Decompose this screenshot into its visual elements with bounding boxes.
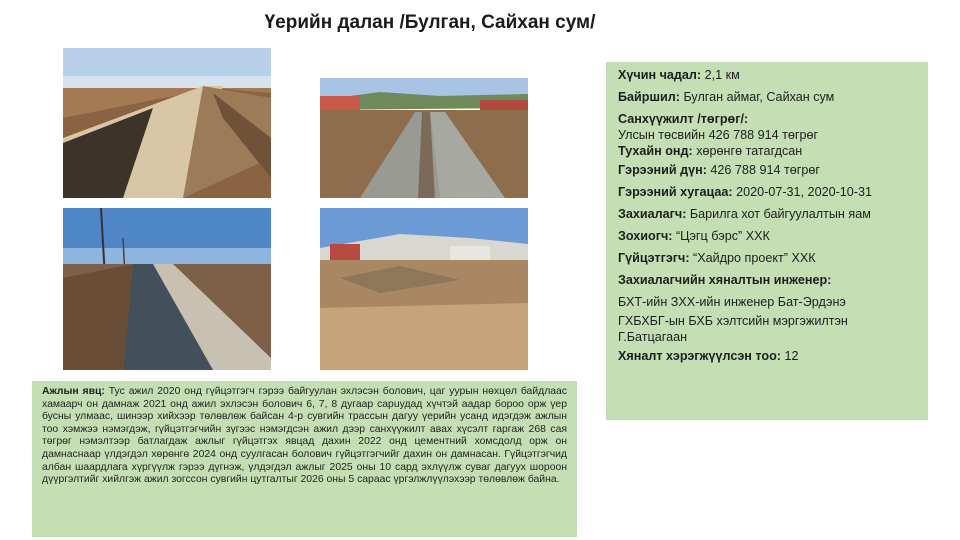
supervisor-2: ГХБХБГ-ын БХБ хэлтсийн мэргэжилтэн Г.Батцагаан [618,314,848,344]
contract-amount-value: 426 788 914 төгрөг [710,163,820,177]
location-label: Байршил: [618,90,680,104]
supervisor-1: БХТ-ийн ЗХХ-ийн инженер Бат-Эрдэнэ [618,295,846,309]
contract-amount-row [618,162,916,178]
designer-row [618,228,916,244]
contract-amount-label: Гэрээний дүн: [618,163,707,177]
client-label: Захиалагч: [618,207,687,221]
inspections-value: 12 [784,349,799,363]
capacity-label: Хүчин чадал: [618,68,702,82]
designer-label: Зохиогч: [618,229,673,243]
capacity-row [618,67,916,83]
location-row [618,89,916,105]
supervisor-row [618,272,916,288]
inspections-row [618,348,916,364]
dam-embankment-photo [63,48,271,198]
capacity-value: 2,1 км [704,68,740,82]
client-row [618,206,916,222]
location-value: Булган аймаг, Сайхан сум [683,90,835,104]
funding-value: Улсын төсвийн 426 788 914 төгрөг [618,128,819,142]
progress-panel [32,381,577,537]
inspections-label: Хяналт хэрэгжүүлсэн тоо: [618,349,781,363]
other-label: Тухайн онд: [618,144,693,158]
excavation-site-photo [320,208,528,370]
contractor-value: “Хайдро проект” ХХК [693,251,816,265]
other-value: хөрөнгө татагдсан [696,144,803,158]
project-info-panel [606,62,928,420]
contract-term-row [618,184,916,200]
progress-label: Ажлын явц: [42,386,105,397]
contract-term-label: Гэрээний хугацаа: [618,185,733,199]
client-value: Барилга хот байгуулалтын яам [689,207,871,221]
supervisor-label: Захиалагчийн хяналтын инженер: [618,273,832,287]
concrete-channel-photo [320,78,528,198]
contract-term-value: 2020-07-31, 2020-10-31 [736,185,872,199]
contractor-row [618,250,916,266]
funding-row [618,111,916,159]
contractor-label: Гүйцэтгэгч: [618,251,690,265]
funding-label: Санхүүжилт /төгрөг/: [618,112,749,126]
designer-value: “Цэгц бэрс” ХХК [675,229,770,243]
page-title: Үерийн далан /Булган, Сайхан сум/ [264,12,596,33]
progress-text: Тус ажил 2020 онд гүйцэтгэгч гэрээ байгуулан эхлэсэн болович, цаг уурын нөхцөл байдлаас хамаарч он дамнаж 2021 онд ажил эхлэсэн болович 6, 7, 8 дугаар сарuудад хүчтэй аадар бороо орж үер бусны улмаас, шинээр хийхээр төлөвлөж байсан 4-р сувгийн трассын дагуу үерийн усанд идэгдэж ажлын тоо хэмжээ нэмэгдэж, гүйцэтгэгчийн зүгээс нэмэгдсэн ажил дээр санхүүжилт авах хүсэлт гаргаж 268 сая төгрөг нэмэлтээр батлагдаж ажлыг гүйцэтгэх явцад дахин 2022 онд цементний хомсдолд орж он дамнаснаар үлдэгдэл хөрөнгө 2024 онд суулгасан болович гүйцэтгэгчийг дахин он дамнасан. Гүйцэтгэгчид албан шаардлага хүргүүлж гэрээ дүгнэж, үлдэгдэл ажлыг 2025 оны 10 сард эхлүүлж суваг дагуух шороон дүүргэлтийг хийлгэж ажил зогссон сувгийн цутгалтыг 2026 оны 5 сараас үргэлжлүүлэхээр төлөвлөж байна. [42,386,568,486]
channel-lining-photo [63,208,271,370]
